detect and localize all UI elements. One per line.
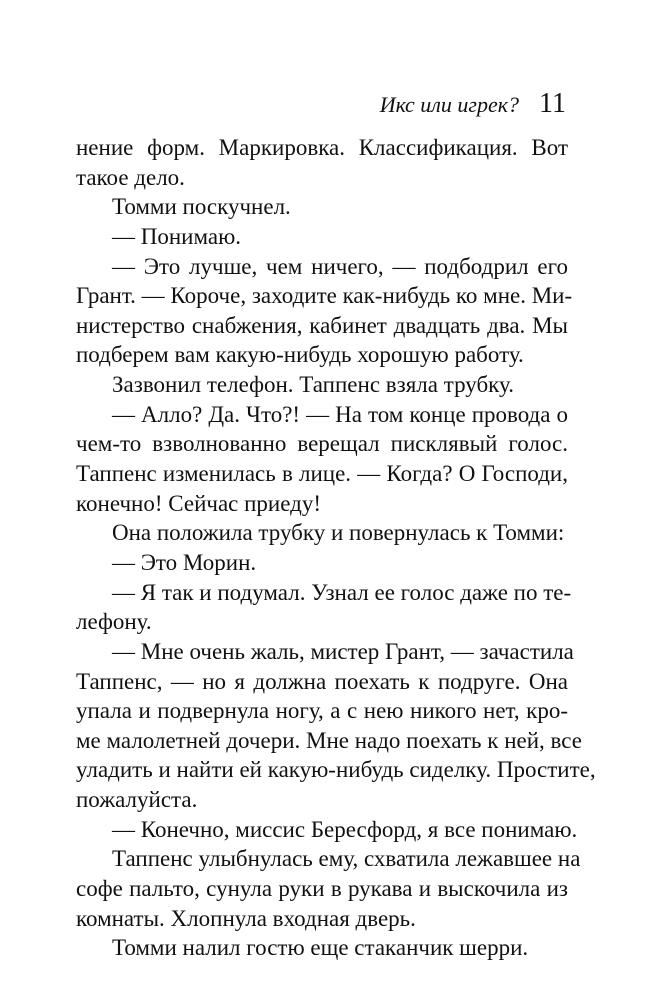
body-text bbox=[76, 133, 596, 963]
text-line: подберем вам какую-нибудь хорошую работу. bbox=[76, 342, 524, 368]
running-head bbox=[380, 88, 566, 120]
running-head-title: Икс или игрек? bbox=[379, 92, 520, 117]
text-line: Томми поскучнел. bbox=[112, 194, 291, 220]
page-number: 11 bbox=[539, 88, 566, 119]
text-line: уладить и найти ей какую-нибудь сиделку. Простите, bbox=[76, 757, 596, 783]
text-line: Она положила трубку и повернулась к Томми: bbox=[112, 520, 565, 546]
text-line: ме малолетней дочери. Мне надо поехать к ней, все bbox=[76, 727, 582, 753]
text-line: конечно! Сейчас приеду! bbox=[76, 490, 321, 516]
text-line: нистерство снабжения, кабинет двадцать два. Мы bbox=[76, 312, 568, 338]
text-line: чем-то взволнованно верещал писклявый голос. bbox=[76, 431, 568, 457]
text-line: — Это лучше, чем ничего, — подбодрил его bbox=[112, 253, 568, 279]
text-line: — Это Морин. bbox=[112, 549, 257, 575]
text-line: пожалуйста. bbox=[76, 787, 198, 813]
text-line: Таппенс улыбнулась ему, схватила лежавшее на bbox=[112, 846, 581, 872]
text-line: Таппенс, — но я должна поехать к подруге. Она bbox=[76, 668, 568, 694]
text-line: — Мне очень жаль, мистер Грант, — зачастила bbox=[112, 638, 574, 664]
text-line: Грант. — Короче, заходите как-нибудь ко мне. Ми- bbox=[76, 283, 573, 309]
text-line: — Конечно, миссис Бересфорд, я все понимаю. bbox=[112, 816, 578, 842]
text-line: — Понимаю. bbox=[112, 223, 242, 249]
text-line: такое дело. bbox=[76, 164, 185, 190]
text-line: нение форм. Маркировка. Классификация. Вот bbox=[76, 135, 568, 160]
text-line: Томми налил гостю еще стаканчик шерри. bbox=[112, 935, 529, 961]
text-line: Зазвонил телефон. Таппенс взяла трубку. bbox=[112, 372, 514, 398]
text-line: — Я так и подумал. Узнал ее голос даже по те- bbox=[112, 579, 572, 605]
text-line: софе пальто, сунула руки в рукава и выскочила из bbox=[76, 876, 568, 902]
text-line: упала и подвернула ногу, а с нею никого нет, кро- bbox=[76, 698, 568, 724]
text-line: — Алло? Да. Что?! — На том конце провода о bbox=[112, 401, 568, 427]
text-line: лефону. bbox=[76, 609, 152, 635]
text-line: Таппенс изменилась в лице. — Когда? О Господи, bbox=[76, 461, 568, 487]
text-line: комнаты. Хлопнула входная дверь. bbox=[76, 905, 416, 931]
